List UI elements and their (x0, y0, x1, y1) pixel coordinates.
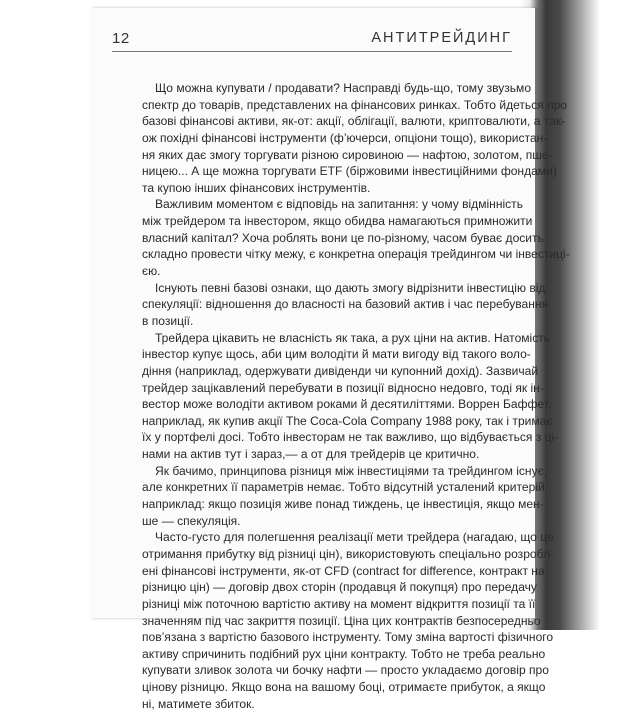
text-line: ож похідні фінансові інструменти (ф’ючерси, опціони тощо), використан- (142, 130, 548, 145)
text-line: різницю цін) — договір двох сторін (продавця й покупця) про передачу (142, 580, 537, 595)
page-number: 12 (112, 30, 130, 47)
text-line: Важливим моментом є відповідь на запитання: у чому відмінність (155, 197, 523, 212)
text-line: наприклад, як купив акції The Coca-Cola Company 1988 року, так і тримає (142, 413, 553, 428)
text-line: спекуляції: відношення до власності на базовий актив і час перебування (142, 297, 549, 312)
text-line: трейдер зацікавлений перебувати в позиції відносно недовго, тоді як ін- (142, 380, 544, 395)
paragraph (142, 80, 568, 196)
text-line: ня яких дає змогу торгувати різною сировиною — нафтою, золотом, пше- (142, 147, 553, 162)
text-line: ницею... А ще можна торгувати ETF (біржовими інвестиційними фондами) (142, 164, 557, 179)
paragraph (142, 196, 570, 279)
text-line: між трейдером та інвестором, якщо обидва намагаються примножити (142, 214, 533, 229)
text-line: Трейдера цікавить не власність як така, а рух ціни на актив. Натомість (155, 330, 551, 345)
text-line: значенням під час закриття позиції. Ціна цих контрактів безпосередньо (142, 613, 541, 628)
text-line: цінову різницю. Якщо вона на вашому боці, отримаєте прибуток, а якщо (142, 680, 546, 695)
text-line: але конкретних її параметрів немає. Тобто відсутній усталений критерій, (142, 480, 549, 495)
text-line: пов’язана з вартістю базового інструменту. Тому зміна вартості фізичного (142, 630, 554, 645)
text-line: купувати зливок золота чи бочку нафти — просто укладаємо договір про (142, 663, 549, 678)
text-line: їх у портфелі досі. Тобто інвесторам не так важливо, що відбувається з ці- (142, 430, 559, 445)
text-line: різниці між поточною вартістю активу на момент відкриття позиції та її (142, 596, 536, 611)
paragraph (142, 280, 549, 330)
text-line: Існують певні базові ознаки, що дають змогу відрізнити інвестицію від (155, 280, 546, 295)
text-line: отримання прибутку від різниці цін), використовують спеціально розробл- (142, 546, 554, 561)
paragraph (142, 330, 559, 463)
text-line: Що можна купувати / продавати? Насправді будь-що, тому звузьмо (155, 81, 532, 95)
text-line: ше — спекуляція. (142, 513, 241, 528)
text-line: складно провести чітку межу, є конкретна операція трейдингом чи інвестиці- (142, 247, 570, 262)
text-line: власний капітал? Хоча роблять вони це по-різному, часом буває досить (142, 230, 544, 245)
text-line: спектр до товарів, представлених на фінансових ринках. Тобто йдеться про (142, 97, 568, 112)
running-title: АНТИТРЕЙДИНГ (371, 30, 512, 46)
page-header (112, 30, 512, 50)
book-page (90, 8, 570, 711)
text-line: діння (наприклад, одержувати дивіденди чи купонний дохід). Зазвичай (142, 363, 539, 378)
text-line: Часто-густо для полегшення реалізації мети трейдера (нагадаю, що це (155, 530, 554, 545)
text-line: в позиції. (142, 313, 194, 328)
header-rule (112, 51, 512, 52)
text-line: активу спричинить подібний рух ціни контракту. Тобто не треба реально (142, 646, 546, 661)
paragraph (142, 463, 549, 530)
text-line: вестор може володіти активом роками й десятиліттями. Воррен Баффет, (142, 397, 552, 412)
text-line: Як бачимо, принципова різниця між інвестиціями та трейдингом існує, (155, 463, 548, 478)
paragraph (142, 529, 554, 712)
text-line: ні, матимете збиток. (142, 696, 255, 711)
text-line: наприклад: якщо позиція живе понад тиждень, це інвестиція, якщо мен- (142, 497, 544, 512)
text-line: єю. (142, 264, 161, 279)
text-line: базові фінансові активи, як-от: акції, облігації, валюти, криптовалюти, а так- (142, 114, 566, 129)
body-text (142, 80, 570, 712)
text-line: нами на актив тут і зараз,— а от для трейдерів це критично. (142, 447, 480, 462)
text-line: та купою інших фінансових інструментів. (142, 180, 371, 195)
text-line: ені фінансові інструменти, як-от CFD (contract for difference, контракт на (142, 563, 545, 578)
text-line: інвестор купує щось, аби цим володіти й мати вигоду від такого воло- (142, 347, 531, 362)
